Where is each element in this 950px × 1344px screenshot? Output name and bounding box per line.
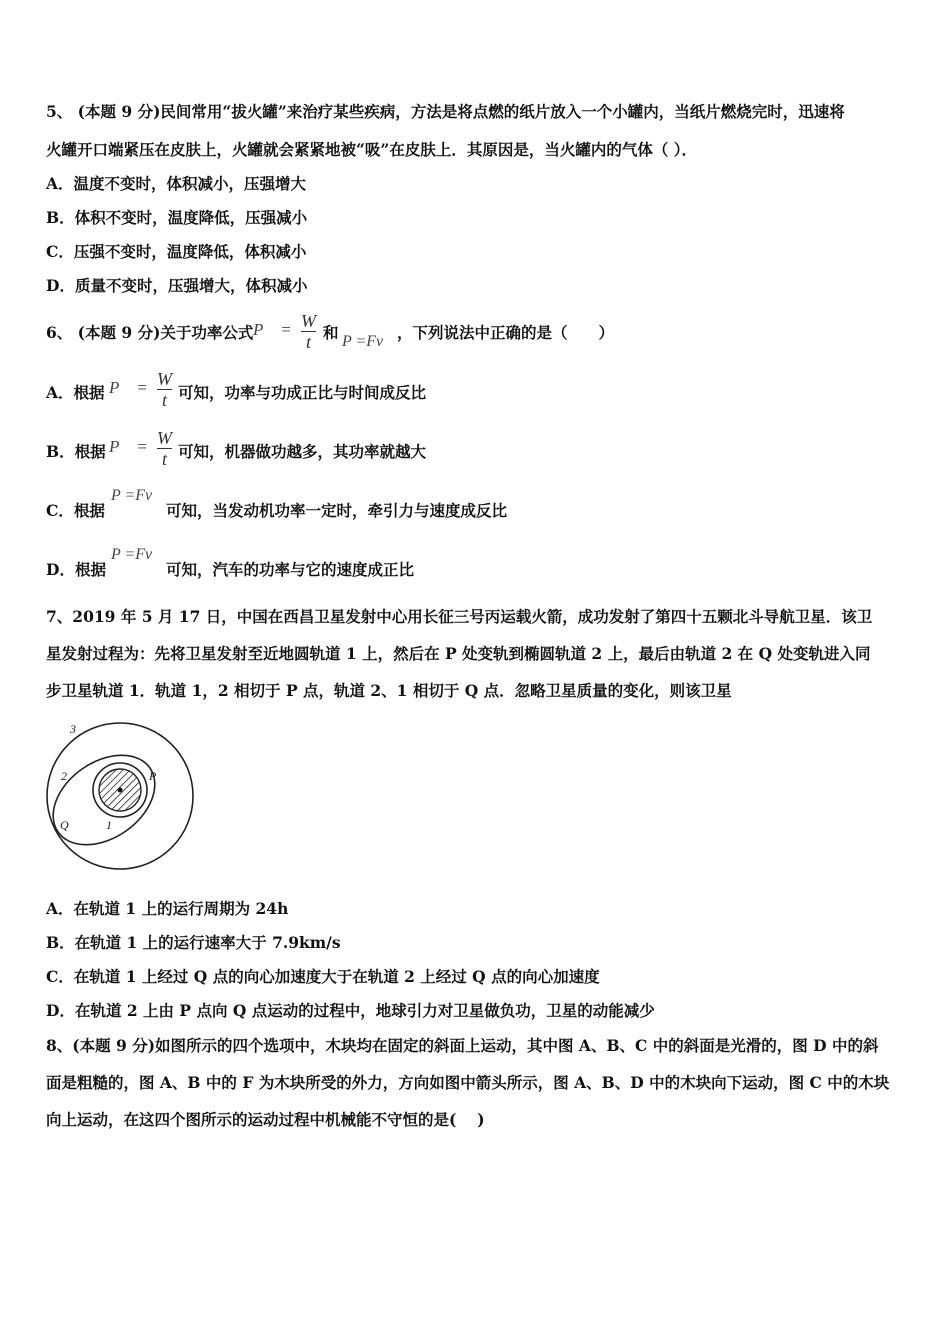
q5-option-c: C．压强不变时，温度降低，体积减小 xyxy=(46,242,307,261)
q6-option-a-formula: P = $\frac{W}{t}$ xyxy=(109,369,172,410)
q5-stem-line1: 5、 (本题 9 分)民间常用“拔火罐”来治疗某些疾病，方法是将点燃的纸片放入一个小罐内，当纸片燃烧完时，迅速将 xyxy=(46,102,845,121)
orbit-diagram xyxy=(40,718,200,870)
earth-center-dot xyxy=(118,788,123,793)
q6-option-d-formula: P =Fv xyxy=(111,546,153,563)
q6-stem-suffix: ，下列说法中正确的是（ ） xyxy=(397,323,615,342)
q6-stem-and: 和 xyxy=(323,323,339,342)
q7-option-a: A．在轨道 1 上的运行周期为 24h xyxy=(46,899,289,918)
q6-option-c-text: 可知，当发动机功率一定时，牵引力与速度成反比 xyxy=(166,501,508,520)
q7-stem-line3: 步卫星轨道 1．轨道 1，2 相切于 P 点，轨道 2、1 相切于 Q 点．忽略卫星质量的变化，则该卫星 xyxy=(46,681,732,700)
label-orbit-3: 3 xyxy=(70,722,76,736)
q8-stem-line3: 向上运动，在这四个图所示的运动过程中机械能不守恒的是( ) xyxy=(46,1110,485,1129)
q6-option-b-formula: P = $\frac{W}{t}$ xyxy=(109,428,172,469)
q6-option-c-formula: P =Fv xyxy=(111,487,153,504)
q6-option-d-prefix: D．根据 xyxy=(46,560,106,579)
label-orbit-1: 1 xyxy=(106,818,112,832)
q7-option-b: B．在轨道 1 上的运行速率大于 7.9km/s xyxy=(46,933,341,952)
q6-option-a-text: 可知，功率与功成正比与时间成反比 xyxy=(178,383,427,402)
q6-option-d-text: 可知，汽车的功率与它的速度成正比 xyxy=(166,560,415,579)
q6-formula-power-work: P = $\frac{W}{t}$ xyxy=(253,311,316,352)
q8-stem-line2: 面是粗糙的，图 A、B 中的 F 为木块所受的外力，方向如图中箭头所示，图 A、B、D 中的木块向下运动，图 C 中的木块 xyxy=(46,1073,890,1092)
q5-stem-line2: 火罐开口端紧压在皮肤上，火罐就会紧紧地被“吸”在皮肤上．其原因是，当火罐内的气体（ ）． xyxy=(46,140,697,159)
q6-formula-power-force: P =Fv xyxy=(342,333,384,350)
q7-option-d: D．在轨道 2 上由 P 点向 Q 点运动的过程中，地球引力对卫星做负功，卫星的动能减少 xyxy=(46,1001,655,1020)
q6-option-b-text: 可知，机器做功越多，其功率就越大 xyxy=(178,442,427,461)
q6-option-c-prefix: C．根据 xyxy=(46,501,105,520)
q6-option-a-prefix: A．根据 xyxy=(46,383,105,402)
q7-stem-line1: 7、2019 年 5 月 17 日，中国在西昌卫星发射中心用长征三号丙运载火箭，成功发射了第四十五颗北斗导航卫星．该卫 xyxy=(46,607,873,626)
label-point-q: Q xyxy=(60,818,69,832)
q5-option-a: A．温度不变时，体积减小，压强增大 xyxy=(46,174,307,193)
q5-option-d: D．质量不变时，压强增大，体积减小 xyxy=(46,276,308,295)
q6-stem-prefix: 6、 (本题 9 分)关于功率公式 xyxy=(46,323,254,342)
q6-option-b-prefix: B．根据 xyxy=(46,442,106,461)
q7-option-c: C．在轨道 1 上经过 Q 点的向心加速度大于在轨道 2 上经过 Q 点的向心加速度 xyxy=(46,967,600,986)
q5-option-b: B．体积不变时，温度降低，压强减小 xyxy=(46,208,308,227)
label-orbit-2: 2 xyxy=(61,769,67,783)
label-point-p: P xyxy=(149,769,157,783)
q7-stem-line2: 星发射过程为：先将卫星发射至近地圆轨道 1 上，然后在 P 处变轨到椭圆轨道 2 上，最后由轨道 2 在 Q 处变轨进入同 xyxy=(46,644,871,663)
q8-stem-line1: 8、(本题 9 分)如图所示的四个选项中，木块均在固定的斜面上运动，其中图 A、B、C 中的斜面是光滑的，图 D 中的斜 xyxy=(46,1036,879,1055)
